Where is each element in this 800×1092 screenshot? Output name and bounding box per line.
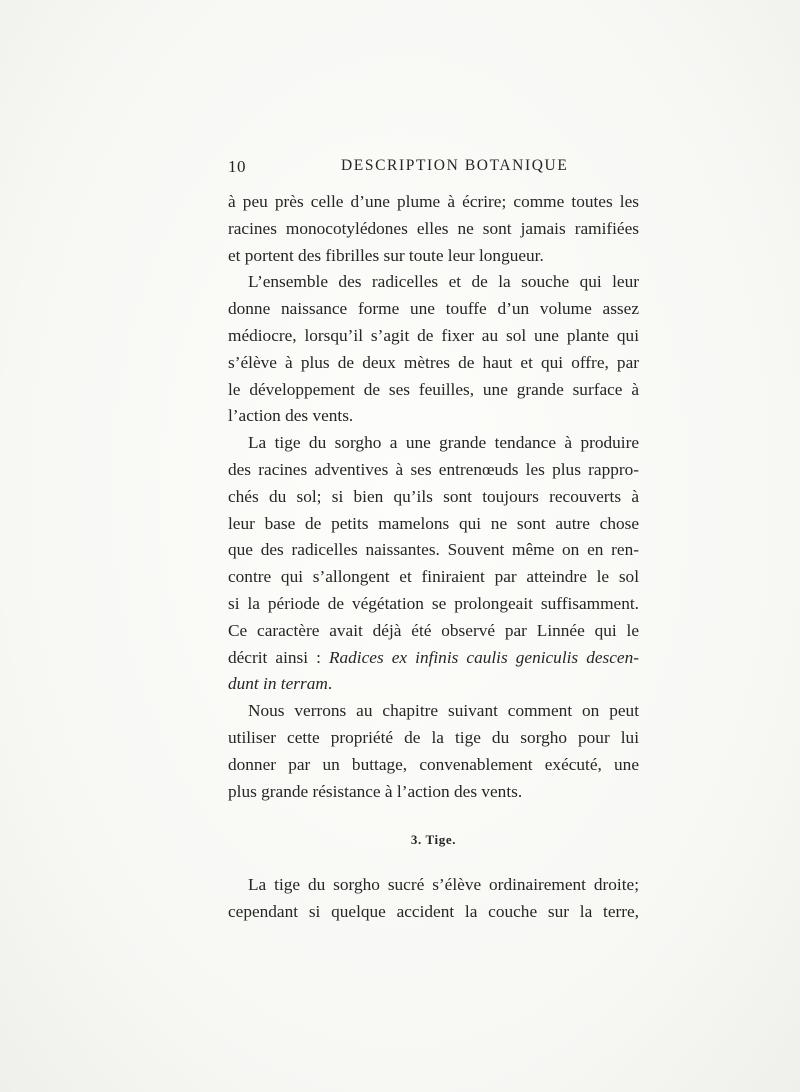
paragraph-5 — [228, 872, 639, 926]
page-number: 10 — [228, 157, 246, 176]
text-line: racines monocotylédones elles ne sont jamais ramifiées — [228, 218, 639, 238]
line-text: . — [327, 674, 333, 694]
paragraph-1 — [228, 189, 639, 269]
text-line: La tige du sorgho sucré s’élève ordinairement droite; — [248, 875, 639, 895]
body-text — [228, 189, 639, 926]
paragraph-4 — [228, 698, 639, 805]
text-line: La tige du sorgho a une grande tendance à produire — [248, 433, 639, 453]
paragraph-3 — [228, 430, 639, 698]
latin-quotation-end: dunt in terram — [228, 674, 328, 694]
text-line — [228, 671, 639, 698]
text-line: plus grande résistance à l’action des vents. — [228, 781, 523, 801]
text-line: l’action des vents. — [228, 406, 354, 426]
text-line: s’élève à plus de deux mètres de haut et qui offre, par — [228, 352, 639, 372]
text-line: donner par un buttage, convenablement exécuté, une — [228, 754, 639, 774]
text-line: Nous verrons au chapitre suivant comment on peut — [248, 701, 639, 721]
text-line: si la période de végétation se prolongeait suffisamment. — [228, 593, 639, 613]
latin-quotation: Radices ex infinis caulis geniculis descen- — [328, 647, 639, 667]
text-line: chés du sol; si bien qu’ils sont toujours recouverts à — [228, 486, 639, 506]
text-line: leur base de petits mamelons qui ne sont autre chose — [228, 513, 639, 533]
text-line: le développement de ses feuilles, une grande surface à — [228, 379, 639, 399]
text-line: et portent des fibrilles sur toute leur longueur. — [228, 245, 544, 265]
text-line: cependant si quelque accident la couche sur la terre, — [228, 902, 639, 922]
text-line: à peu près celle d’une plume à écrire; comme toutes les — [228, 192, 639, 211]
text-line: utiliser cette propriété de la tige du sorgho pour lui — [228, 727, 639, 747]
text-line: des racines adventives à ses entrenœuds les plus rappro- — [228, 459, 639, 479]
running-head — [228, 157, 638, 183]
text-line: donne naissance forme une touffe d’un volume assez — [228, 299, 639, 319]
line-text: décrit ainsi : — [228, 647, 329, 667]
running-title: DESCRIPTION BOTANIQUE — [341, 157, 569, 174]
section-heading: 3. Tige. — [410, 832, 457, 848]
text-line: que des radicelles naissantes. Souvent même on en ren- — [228, 540, 639, 560]
paragraph-2 — [228, 269, 639, 430]
text-line: Ce caractère avait déjà été observé par Linnée qui le — [228, 620, 639, 640]
text-line: médiocre, lorsqu’il s’agit de fixer au sol une plante qui — [228, 325, 639, 345]
text-line: L’ensemble des radicelles et de la souche qui leur — [248, 272, 639, 292]
text-line — [228, 645, 639, 672]
text-line: contre qui s’allongent et finiraient par atteindre le sol — [228, 567, 639, 587]
